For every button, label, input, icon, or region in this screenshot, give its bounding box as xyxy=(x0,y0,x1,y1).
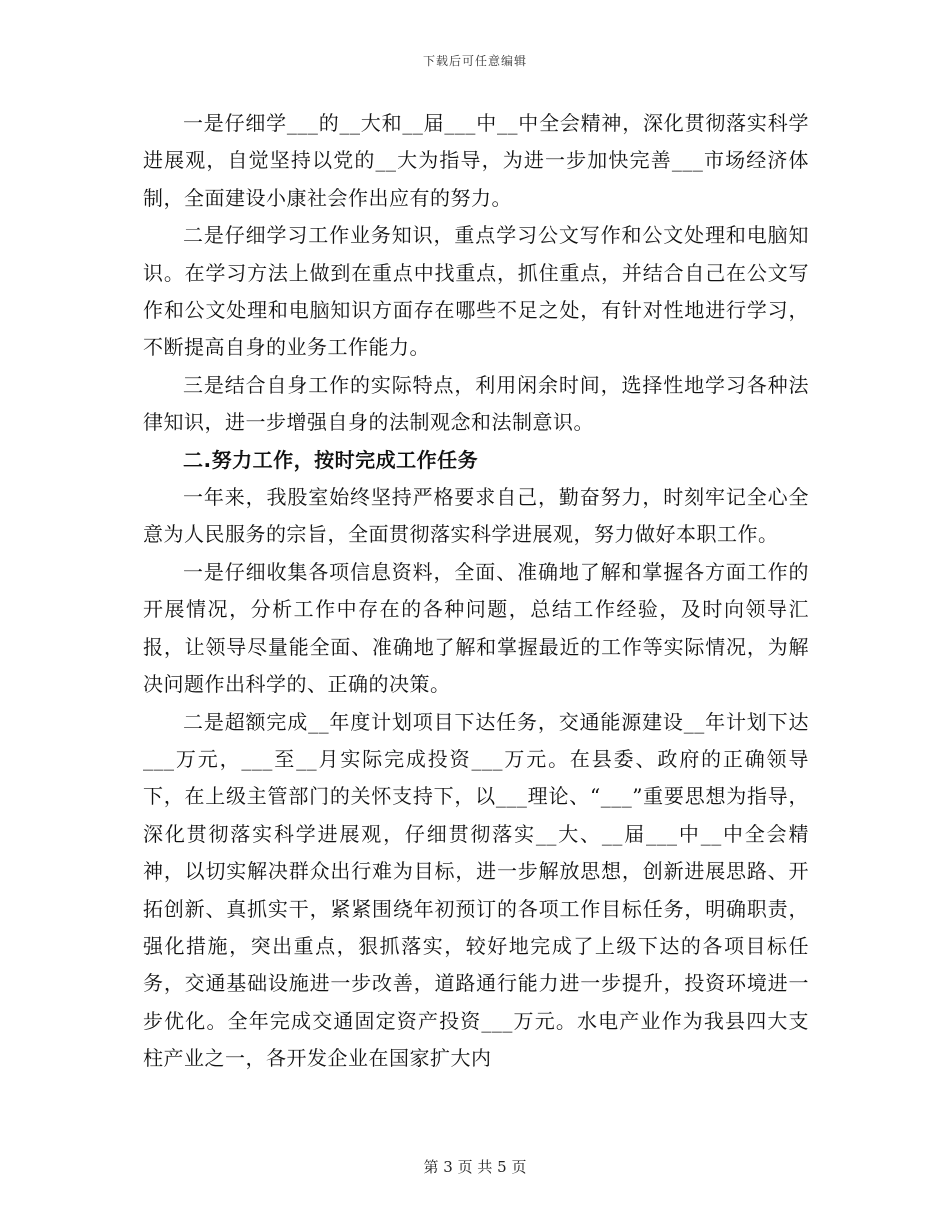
paragraph-study-spirit: 一是仔细学___的__大和__届___中__中全会精神，深化贯彻落实科学进展观，自觉坚持以党的__大为指导，为进一步加快完善___市场经济体制，全面建设小康社会作出应有的努力。 xyxy=(143,111,809,210)
paragraph-collect-info: 一是仔细收集各项信息资料，全面、准确地了解和掌握各方面工作的开展情况，分析工作中存在的各种问题，总结工作经验，及时向领导汇报，让领导尽量能全面、准确地了解和掌握最近的工作等实际情况，为解决问题作出科学的、正确的决策。 xyxy=(143,559,809,697)
page-header: 下载后可任意编辑 xyxy=(422,54,527,68)
paragraph-year-summary: 一年来，我股室始终坚持严格要求自己，勤奋努力，时刻牢记全心全意为人民服务的宗旨，全面贯彻落实科学进展观，努力做好本职工作。 xyxy=(143,485,809,547)
section-heading: 二.努力工作，按时完成工作任务 xyxy=(183,447,479,472)
paragraph-study-business: 二是仔细学习工作业务知识，重点学习公文写作和公文处理和电脑知识。在学习方法上做到在重点中找重点，抓住重点，并结合自己在公文写作和公文处理和电脑知识方面存在哪些不足之处，有针对性地进行学习，不断提高自身的业务工作能力。 xyxy=(143,223,809,360)
paragraph-complete-tasks: 二是超额完成__年度计划项目下达任务，交通能源建设__年计划下达___万元，___至__月实际完成投资___万元。在县委、政府的正确领导下，在上级主管部门的关怀支持下，以___理论、“___”重要思想为指导，深化贯彻落实科学进展观，仔细贯彻落实__大、__届___中__中全会精神，以切实解决群众出行难为目标，进一步解放思想，创新进展思路、开拓创新、真抓实干，紧紧围绕年初预订的各项工作目标任务，明确职责，强化措施，突出重点，狠抓落实，较好地完成了上级下达的各项目标任务，交通基础设施进一步改善，道路通行能力进一步提升，投资环境进一步优化。全年完成交通固定资产投资___万元。水电产业作为我县四大支柱产业之一，各开发企业在国家扩大内 xyxy=(143,709,809,1071)
paragraph-study-law: 三是结合自身工作的实际特点，利用闲余时间，选择性地学习各种法律知识，进一步增强自身的法制观念和法制意识。 xyxy=(143,372,809,435)
page-footer: 第 3 页 共 5 页 xyxy=(423,1158,527,1176)
document-body xyxy=(143,105,809,1078)
